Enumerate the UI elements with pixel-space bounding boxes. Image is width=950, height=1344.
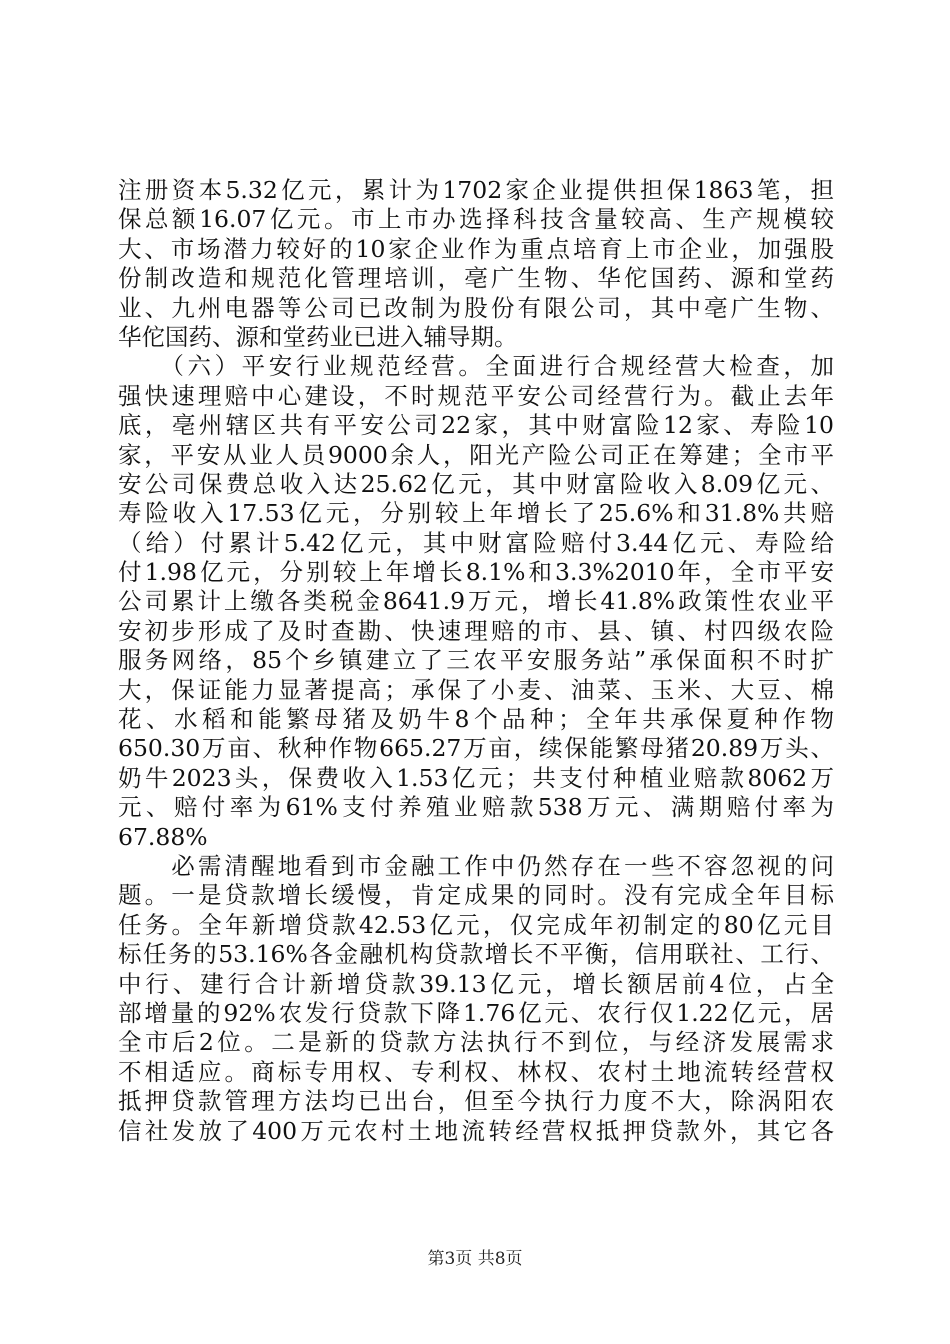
text-line: 67.88% <box>118 822 208 851</box>
text-line: 题。一是贷款增长缓慢，肯定成果的同时。没有完成全年目标 <box>118 881 834 910</box>
text-line: 中行、建行合计新增贷款39.13亿元，增长额居前4位，占全 <box>118 969 834 998</box>
text-line: 安初步形成了及时查勘、快速理赔的市、县、镇、村四级农险 <box>118 616 834 645</box>
text-line: 奶牛2023头，保费收入1.53亿元；共支付种植业赔款8062万 <box>118 763 834 792</box>
text-line: 底，亳州辖区共有平安公司22家，其中财富险12家、寿险10 <box>118 411 834 440</box>
text-line: 注册资本5.32亿元，累计为1702家企业提供担保1863笔，担 <box>118 176 834 204</box>
text-line: 服务网络，85个乡镇建立了三农平安服务站”承保面积不时扩 <box>118 646 834 675</box>
text-line: 家，平安从业人员9000余人，阳光产险公司正在筹建；全市平 <box>118 440 834 469</box>
text-line: 大，保证能力显著提高；承保了小麦、油菜、玉米、大豆、棉 <box>118 675 834 704</box>
text-line: 必需清醒地看到市金融工作中仍然存在一些不容忽视的问 <box>118 851 834 880</box>
page-number-footer: 第3页 共8页 <box>427 1249 523 1269</box>
text-line: 650.30万亩、秋种作物665.27万亩，续保能繁母猪20.89万头、 <box>118 734 834 763</box>
text-line: 全市后2位。二是新的贷款方法执行不到位，与经济发展需求 <box>118 1028 834 1057</box>
text-line: 元、赔付率为61%支付养殖业赔款538万元、满期赔付率为 <box>118 793 834 822</box>
text-line: 付1.98亿元，分别较上年增长8.1%和3.3%2010年，全市平安 <box>118 558 834 587</box>
text-line: 公司累计上缴各类税金8641.9万元，增长41.8%政策性农业平 <box>118 587 834 616</box>
document-body <box>118 176 834 1146</box>
text-line: 份制改造和规范化管理培训，亳广生物、华佗国药、源和堂药 <box>118 264 834 293</box>
text-line: 保总额16.07亿元。市上市办选择科技含量较高、生产规模较 <box>118 205 834 234</box>
text-line: 部增量的92%农发行贷款下降1.76亿元、农行仅1.22亿元，居 <box>118 998 834 1027</box>
text-line: 花、水稻和能繁母猪及奶牛8个品种；全年共承保夏种作物 <box>118 705 834 734</box>
text-line: 抵押贷款管理方法均已出台，但至今执行力度不大，除涡阳农 <box>118 1087 834 1116</box>
text-line: 强快速理赔中心建设，不时规范平安公司经营行为。截止去年 <box>118 381 834 410</box>
text-line: （六）平安行业规范经营。全面进行合规经营大检查，加 <box>118 352 834 381</box>
text-line: （给）付累计5.42亿元，其中财富险赔付3.44亿元、寿险给 <box>118 528 834 557</box>
text-line: 华佗国药、源和堂药业已进入辅导期。 <box>118 322 518 351</box>
text-line: 不相适应。商标专用权、专利权、林权、农村土地流转经营权 <box>118 1057 834 1086</box>
text-line: 大、市场潜力较好的10家企业作为重点培育上市企业，加强股 <box>118 234 834 263</box>
text-line: 标任务的53.16%各金融机构贷款增长不平衡，信用联社、工行、 <box>118 940 834 969</box>
text-line: 任务。全年新增贷款42.53亿元，仅完成年初制定的80亿元目 <box>118 910 834 939</box>
text-line: 寿险收入17.53亿元，分别较上年增长了25.6%和31.8%共赔 <box>118 499 834 528</box>
text-line: 安公司保费总收入达25.62亿元，其中财富险收入8.09亿元、 <box>118 469 834 498</box>
text-line: 信社发放了400万元农村土地流转经营权抵押贷款外，其它各 <box>118 1116 834 1145</box>
text-line: 业、九州电器等公司已改制为股份有限公司，其中亳广生物、 <box>118 293 834 322</box>
